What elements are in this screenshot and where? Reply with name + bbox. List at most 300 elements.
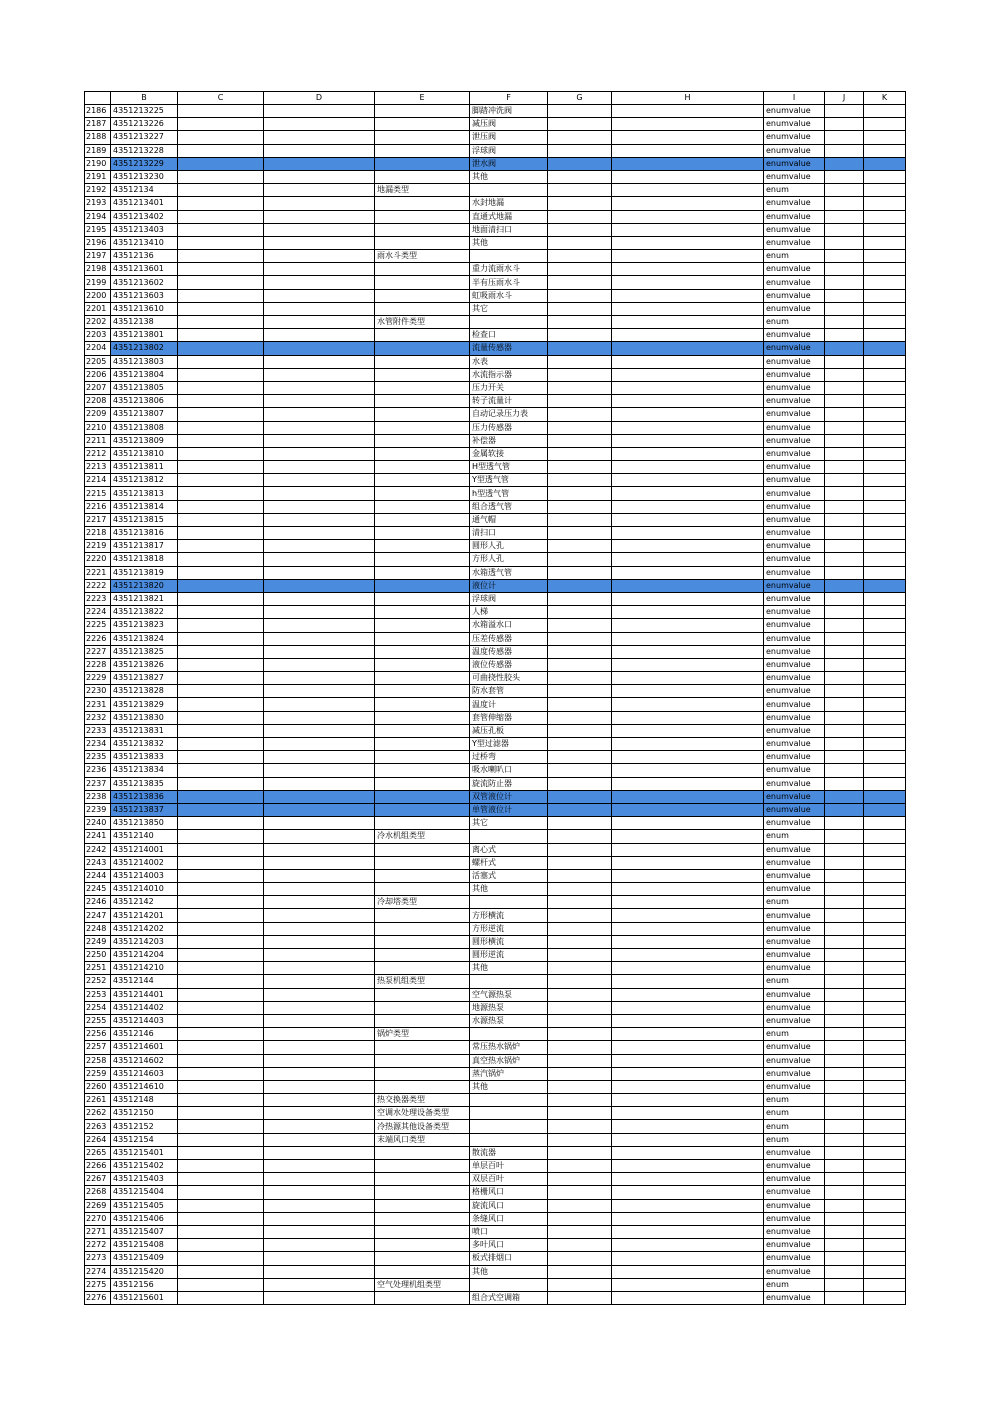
cell-h[interactable] xyxy=(612,131,764,144)
cell-e-category[interactable] xyxy=(375,1146,470,1159)
cell-d[interactable] xyxy=(264,672,375,685)
cell-j[interactable] xyxy=(825,1054,864,1067)
cell-f-value[interactable]: 压力传感器 xyxy=(470,421,548,434)
cell-k[interactable] xyxy=(864,579,906,592)
cell-j[interactable] xyxy=(825,869,864,882)
cell-f-value[interactable]: 清扫口 xyxy=(470,527,548,540)
cell-k[interactable] xyxy=(864,975,906,988)
cell-c[interactable] xyxy=(178,632,264,645)
cell-j[interactable] xyxy=(825,157,864,170)
cell-g[interactable] xyxy=(548,658,612,671)
cell-b-code[interactable]: 4351213813 xyxy=(111,487,178,500)
cell-k[interactable] xyxy=(864,645,906,658)
cell-k[interactable] xyxy=(864,619,906,632)
cell-c[interactable] xyxy=(178,1120,264,1133)
cell-h[interactable] xyxy=(612,1094,764,1107)
cell-b-code[interactable]: 4351213806 xyxy=(111,395,178,408)
cell-d[interactable] xyxy=(264,197,375,210)
cell-g[interactable] xyxy=(548,381,612,394)
cell-i-kind[interactable]: enumvalue xyxy=(764,105,825,118)
cell-h[interactable] xyxy=(612,869,764,882)
cell-e-category[interactable] xyxy=(375,1014,470,1027)
cell-j[interactable] xyxy=(825,408,864,421)
cell-c[interactable] xyxy=(178,817,264,830)
cell-d[interactable] xyxy=(264,329,375,342)
row-number[interactable]: 2245 xyxy=(85,883,111,896)
cell-j[interactable] xyxy=(825,619,864,632)
cell-k[interactable] xyxy=(864,1014,906,1027)
cell-b-code[interactable]: 43512150 xyxy=(111,1107,178,1120)
cell-c[interactable] xyxy=(178,131,264,144)
cell-i-kind[interactable]: enumvalue xyxy=(764,408,825,421)
cell-d[interactable] xyxy=(264,157,375,170)
cell-j[interactable] xyxy=(825,1067,864,1080)
row-number[interactable]: 2189 xyxy=(85,144,111,157)
cell-d[interactable] xyxy=(264,170,375,183)
cell-g[interactable] xyxy=(548,540,612,553)
cell-h[interactable] xyxy=(612,500,764,513)
cell-c[interactable] xyxy=(178,1080,264,1093)
cell-i-kind[interactable]: enumvalue xyxy=(764,645,825,658)
cell-d[interactable] xyxy=(264,1054,375,1067)
cell-f-value[interactable]: 其他 xyxy=(470,883,548,896)
cell-b-code[interactable]: 4351213819 xyxy=(111,566,178,579)
cell-e-category[interactable] xyxy=(375,1054,470,1067)
cell-j[interactable] xyxy=(825,856,864,869)
cell-h[interactable] xyxy=(612,144,764,157)
cell-f-value[interactable]: 条缝风口 xyxy=(470,1212,548,1225)
cell-d[interactable] xyxy=(264,1028,375,1041)
cell-k[interactable] xyxy=(864,342,906,355)
cell-d[interactable] xyxy=(264,856,375,869)
cell-e-category[interactable] xyxy=(375,856,470,869)
cell-i-kind[interactable]: enum xyxy=(764,1120,825,1133)
cell-c[interactable] xyxy=(178,355,264,368)
cell-i-kind[interactable]: enumvalue xyxy=(764,949,825,962)
cell-h[interactable] xyxy=(612,118,764,131)
cell-j[interactable] xyxy=(825,566,864,579)
cell-h[interactable] xyxy=(612,1252,764,1265)
row-number[interactable]: 2241 xyxy=(85,830,111,843)
cell-j[interactable] xyxy=(825,118,864,131)
table-row[interactable] xyxy=(85,883,906,896)
cell-k[interactable] xyxy=(864,896,906,909)
cell-e-category[interactable] xyxy=(375,909,470,922)
cell-c[interactable] xyxy=(178,1278,264,1291)
cell-g[interactable] xyxy=(548,447,612,460)
cell-i-kind[interactable]: enumvalue xyxy=(764,342,825,355)
cell-j[interactable] xyxy=(825,342,864,355)
cell-j[interactable] xyxy=(825,447,864,460)
cell-f-value[interactable]: 其他 xyxy=(470,170,548,183)
cell-f-value[interactable]: 检查口 xyxy=(470,329,548,342)
cell-c[interactable] xyxy=(178,592,264,605)
cell-c[interactable] xyxy=(178,118,264,131)
cell-g[interactable] xyxy=(548,738,612,751)
cell-f-value[interactable]: 泄压阀 xyxy=(470,131,548,144)
cell-c[interactable] xyxy=(178,975,264,988)
table-row[interactable] xyxy=(85,210,906,223)
row-number[interactable]: 2229 xyxy=(85,672,111,685)
cell-k[interactable] xyxy=(864,118,906,131)
cell-i-kind[interactable]: enumvalue xyxy=(764,1186,825,1199)
cell-j[interactable] xyxy=(825,197,864,210)
cell-g[interactable] xyxy=(548,118,612,131)
cell-g[interactable] xyxy=(548,302,612,315)
cell-k[interactable] xyxy=(864,1094,906,1107)
cell-c[interactable] xyxy=(178,197,264,210)
row-number[interactable]: 2248 xyxy=(85,922,111,935)
column-header-k[interactable]: K xyxy=(864,92,906,105)
cell-b-code[interactable]: 43512154 xyxy=(111,1133,178,1146)
cell-k[interactable] xyxy=(864,500,906,513)
cell-h[interactable] xyxy=(612,856,764,869)
table-row[interactable] xyxy=(85,1186,906,1199)
cell-e-category[interactable]: 锅炉类型 xyxy=(375,1028,470,1041)
cell-f-value[interactable]: 温度传感器 xyxy=(470,645,548,658)
table-row[interactable] xyxy=(85,790,906,803)
cell-i-kind[interactable]: enumvalue xyxy=(764,553,825,566)
cell-h[interactable] xyxy=(612,1067,764,1080)
cell-j[interactable] xyxy=(825,751,864,764)
cell-e-category[interactable] xyxy=(375,566,470,579)
row-number[interactable]: 2226 xyxy=(85,632,111,645)
cell-j[interactable] xyxy=(825,461,864,474)
cell-d[interactable] xyxy=(264,1160,375,1173)
table-row[interactable] xyxy=(85,474,906,487)
cell-b-code[interactable]: 4351213817 xyxy=(111,540,178,553)
cell-g[interactable] xyxy=(548,250,612,263)
cell-d[interactable] xyxy=(264,1014,375,1027)
cell-e-category[interactable] xyxy=(375,1239,470,1252)
cell-g[interactable] xyxy=(548,1186,612,1199)
cell-b-code[interactable]: 4351213810 xyxy=(111,447,178,460)
cell-b-code[interactable]: 4351213809 xyxy=(111,434,178,447)
cell-g[interactable] xyxy=(548,263,612,276)
cell-d[interactable] xyxy=(264,830,375,843)
cell-e-category[interactable] xyxy=(375,434,470,447)
cell-e-category[interactable] xyxy=(375,131,470,144)
cell-i-kind[interactable]: enumvalue xyxy=(764,790,825,803)
cell-e-category[interactable] xyxy=(375,118,470,131)
cell-e-category[interactable] xyxy=(375,1080,470,1093)
cell-h[interactable] xyxy=(612,474,764,487)
cell-i-kind[interactable]: enumvalue xyxy=(764,803,825,816)
cell-i-kind[interactable]: enumvalue xyxy=(764,1054,825,1067)
table-row[interactable] xyxy=(85,1278,906,1291)
cell-j[interactable] xyxy=(825,381,864,394)
table-row[interactable] xyxy=(85,1239,906,1252)
table-row[interactable] xyxy=(85,553,906,566)
table-row[interactable] xyxy=(85,764,906,777)
cell-i-kind[interactable]: enumvalue xyxy=(764,1252,825,1265)
cell-h[interactable] xyxy=(612,1291,764,1304)
cell-f-value[interactable] xyxy=(470,1133,548,1146)
cell-h[interactable] xyxy=(612,105,764,118)
cell-g[interactable] xyxy=(548,1107,612,1120)
cell-c[interactable] xyxy=(178,724,264,737)
table-row[interactable] xyxy=(85,619,906,632)
cell-h[interactable] xyxy=(612,632,764,645)
cell-b-code[interactable]: 4351215404 xyxy=(111,1186,178,1199)
cell-h[interactable] xyxy=(612,223,764,236)
cell-g[interactable] xyxy=(548,197,612,210)
cell-e-category[interactable]: 地漏类型 xyxy=(375,184,470,197)
cell-h[interactable] xyxy=(612,909,764,922)
cell-j[interactable] xyxy=(825,830,864,843)
cell-i-kind[interactable]: enumvalue xyxy=(764,1212,825,1225)
cell-b-code[interactable]: 4351213230 xyxy=(111,170,178,183)
cell-c[interactable] xyxy=(178,738,264,751)
cell-j[interactable] xyxy=(825,368,864,381)
row-number[interactable]: 2224 xyxy=(85,606,111,619)
cell-i-kind[interactable]: enum xyxy=(764,250,825,263)
cell-j[interactable] xyxy=(825,843,864,856)
cell-j[interactable] xyxy=(825,184,864,197)
cell-d[interactable] xyxy=(264,474,375,487)
cell-f-value[interactable]: 水箱溢水口 xyxy=(470,619,548,632)
cell-f-value[interactable]: 水封地漏 xyxy=(470,197,548,210)
cell-e-category[interactable] xyxy=(375,461,470,474)
cell-j[interactable] xyxy=(825,1265,864,1278)
cell-k[interactable] xyxy=(864,777,906,790)
cell-d[interactable] xyxy=(264,843,375,856)
cell-d[interactable] xyxy=(264,645,375,658)
cell-k[interactable] xyxy=(864,170,906,183)
cell-j[interactable] xyxy=(825,988,864,1001)
cell-e-category[interactable] xyxy=(375,672,470,685)
cell-g[interactable] xyxy=(548,1120,612,1133)
cell-k[interactable] xyxy=(864,830,906,843)
cell-k[interactable] xyxy=(864,1041,906,1054)
cell-b-code[interactable]: 4351213820 xyxy=(111,579,178,592)
row-number[interactable]: 2240 xyxy=(85,817,111,830)
cell-j[interactable] xyxy=(825,658,864,671)
cell-j[interactable] xyxy=(825,896,864,909)
row-number[interactable]: 2208 xyxy=(85,395,111,408)
cell-d[interactable] xyxy=(264,131,375,144)
cell-d[interactable] xyxy=(264,632,375,645)
row-number[interactable]: 2202 xyxy=(85,316,111,329)
cell-b-code[interactable]: 4351213403 xyxy=(111,223,178,236)
cell-i-kind[interactable]: enumvalue xyxy=(764,909,825,922)
row-number[interactable]: 2188 xyxy=(85,131,111,144)
row-number[interactable]: 2251 xyxy=(85,962,111,975)
cell-h[interactable] xyxy=(612,1212,764,1225)
cell-d[interactable] xyxy=(264,1146,375,1159)
cell-f-value[interactable]: 其它 xyxy=(470,817,548,830)
cell-f-value[interactable]: 方形横流 xyxy=(470,909,548,922)
cell-b-code[interactable]: 4351213410 xyxy=(111,236,178,249)
row-number[interactable]: 2228 xyxy=(85,658,111,671)
cell-i-kind[interactable]: enumvalue xyxy=(764,1067,825,1080)
cell-k[interactable] xyxy=(864,1239,906,1252)
cell-c[interactable] xyxy=(178,487,264,500)
cell-h[interactable] xyxy=(612,949,764,962)
cell-e-category[interactable] xyxy=(375,223,470,236)
cell-b-code[interactable]: 4351213822 xyxy=(111,606,178,619)
cell-g[interactable] xyxy=(548,1239,612,1252)
cell-j[interactable] xyxy=(825,698,864,711)
cell-h[interactable] xyxy=(612,566,764,579)
cell-g[interactable] xyxy=(548,1252,612,1265)
cell-c[interactable] xyxy=(178,843,264,856)
cell-j[interactable] xyxy=(825,1133,864,1146)
table-row[interactable] xyxy=(85,949,906,962)
cell-e-category[interactable] xyxy=(375,777,470,790)
cell-g[interactable] xyxy=(548,922,612,935)
cell-j[interactable] xyxy=(825,645,864,658)
cell-i-kind[interactable]: enumvalue xyxy=(764,1291,825,1304)
cell-f-value[interactable]: 补偿器 xyxy=(470,434,548,447)
cell-k[interactable] xyxy=(864,197,906,210)
cell-e-category[interactable] xyxy=(375,632,470,645)
table-row[interactable] xyxy=(85,421,906,434)
cell-g[interactable] xyxy=(548,619,612,632)
cell-g[interactable] xyxy=(548,698,612,711)
cell-b-code[interactable]: 4351214210 xyxy=(111,962,178,975)
cell-f-value[interactable]: 地源热泵 xyxy=(470,1001,548,1014)
row-number[interactable]: 2246 xyxy=(85,896,111,909)
cell-g[interactable] xyxy=(548,131,612,144)
table-row[interactable] xyxy=(85,1212,906,1225)
cell-g[interactable] xyxy=(548,817,612,830)
cell-d[interactable] xyxy=(264,724,375,737)
cell-f-value[interactable]: 液位传感器 xyxy=(470,658,548,671)
cell-k[interactable] xyxy=(864,856,906,869)
cell-k[interactable] xyxy=(864,250,906,263)
cell-g[interactable] xyxy=(548,1225,612,1238)
cell-e-category[interactable] xyxy=(375,883,470,896)
row-number[interactable]: 2250 xyxy=(85,949,111,962)
row-number[interactable]: 2260 xyxy=(85,1080,111,1093)
cell-k[interactable] xyxy=(864,381,906,394)
cell-j[interactable] xyxy=(825,223,864,236)
cell-g[interactable] xyxy=(548,289,612,302)
cell-g[interactable] xyxy=(548,1265,612,1278)
cell-d[interactable] xyxy=(264,144,375,157)
cell-b-code[interactable]: 43512136 xyxy=(111,250,178,263)
cell-e-category[interactable] xyxy=(375,157,470,170)
cell-g[interactable] xyxy=(548,896,612,909)
cell-h[interactable] xyxy=(612,817,764,830)
cell-b-code[interactable]: 4351214602 xyxy=(111,1054,178,1067)
cell-e-category[interactable] xyxy=(375,922,470,935)
cell-f-value[interactable]: 流量传感器 xyxy=(470,342,548,355)
cell-k[interactable] xyxy=(864,962,906,975)
cell-f-value[interactable]: 单层百叶 xyxy=(470,1160,548,1173)
cell-c[interactable] xyxy=(178,553,264,566)
cell-c[interactable] xyxy=(178,685,264,698)
cell-d[interactable] xyxy=(264,619,375,632)
cell-b-code[interactable]: 4351213804 xyxy=(111,368,178,381)
cell-e-category[interactable]: 热泵机组类型 xyxy=(375,975,470,988)
cell-c[interactable] xyxy=(178,316,264,329)
cell-g[interactable] xyxy=(548,105,612,118)
row-number[interactable]: 2223 xyxy=(85,592,111,605)
cell-e-category[interactable] xyxy=(375,236,470,249)
cell-k[interactable] xyxy=(864,922,906,935)
row-number[interactable]: 2211 xyxy=(85,434,111,447)
cell-k[interactable] xyxy=(864,1080,906,1093)
cell-d[interactable] xyxy=(264,1225,375,1238)
cell-e-category[interactable] xyxy=(375,144,470,157)
cell-d[interactable] xyxy=(264,566,375,579)
table-row[interactable] xyxy=(85,170,906,183)
cell-d[interactable] xyxy=(264,527,375,540)
table-row[interactable] xyxy=(85,988,906,1001)
cell-f-value[interactable] xyxy=(470,1028,548,1041)
cell-f-value[interactable] xyxy=(470,184,548,197)
cell-f-value[interactable]: 双层百叶 xyxy=(470,1173,548,1186)
table-row[interactable] xyxy=(85,935,906,948)
cell-f-value[interactable] xyxy=(470,316,548,329)
cell-d[interactable] xyxy=(264,250,375,263)
cell-i-kind[interactable]: enumvalue xyxy=(764,1146,825,1159)
cell-j[interactable] xyxy=(825,105,864,118)
row-number[interactable]: 2234 xyxy=(85,738,111,751)
cell-f-value[interactable] xyxy=(470,830,548,843)
table-row[interactable] xyxy=(85,131,906,144)
cell-f-value[interactable]: 金属软接 xyxy=(470,447,548,460)
cell-j[interactable] xyxy=(825,1001,864,1014)
cell-h[interactable] xyxy=(612,1278,764,1291)
cell-e-category[interactable] xyxy=(375,1225,470,1238)
cell-h[interactable] xyxy=(612,896,764,909)
cell-f-value[interactable]: 压力开关 xyxy=(470,381,548,394)
cell-b-code[interactable]: 4351215401 xyxy=(111,1146,178,1159)
cell-c[interactable] xyxy=(178,1094,264,1107)
cell-k[interactable] xyxy=(864,474,906,487)
cell-f-value[interactable]: 组合式空调箱 xyxy=(470,1291,548,1304)
cell-d[interactable] xyxy=(264,210,375,223)
cell-c[interactable] xyxy=(178,461,264,474)
cell-b-code[interactable]: 4351215601 xyxy=(111,1291,178,1304)
cell-i-kind[interactable]: enumvalue xyxy=(764,434,825,447)
cell-c[interactable] xyxy=(178,105,264,118)
cell-e-category[interactable]: 空气处理机组类型 xyxy=(375,1278,470,1291)
cell-e-category[interactable] xyxy=(375,1173,470,1186)
cell-c[interactable] xyxy=(178,803,264,816)
table-row[interactable] xyxy=(85,830,906,843)
cell-g[interactable] xyxy=(548,672,612,685)
cell-f-value[interactable]: 套管伸缩器 xyxy=(470,711,548,724)
cell-c[interactable] xyxy=(178,909,264,922)
table-row[interactable] xyxy=(85,316,906,329)
cell-c[interactable] xyxy=(178,1225,264,1238)
cell-e-category[interactable] xyxy=(375,197,470,210)
table-row[interactable] xyxy=(85,724,906,737)
cell-h[interactable] xyxy=(612,764,764,777)
cell-f-value[interactable]: 直通式地漏 xyxy=(470,210,548,223)
row-number[interactable]: 2198 xyxy=(85,263,111,276)
cell-e-category[interactable] xyxy=(375,764,470,777)
cell-c[interactable] xyxy=(178,236,264,249)
cell-h[interactable] xyxy=(612,342,764,355)
cell-h[interactable] xyxy=(612,685,764,698)
cell-h[interactable] xyxy=(612,1225,764,1238)
cell-h[interactable] xyxy=(612,289,764,302)
row-number[interactable]: 2258 xyxy=(85,1054,111,1067)
cell-e-category[interactable] xyxy=(375,408,470,421)
cell-h[interactable] xyxy=(612,777,764,790)
cell-b-code[interactable]: 4351213818 xyxy=(111,553,178,566)
row-number[interactable]: 2270 xyxy=(85,1212,111,1225)
cell-g[interactable] xyxy=(548,421,612,434)
cell-h[interactable] xyxy=(612,1160,764,1173)
table-row[interactable] xyxy=(85,1080,906,1093)
cell-i-kind[interactable]: enumvalue xyxy=(764,368,825,381)
